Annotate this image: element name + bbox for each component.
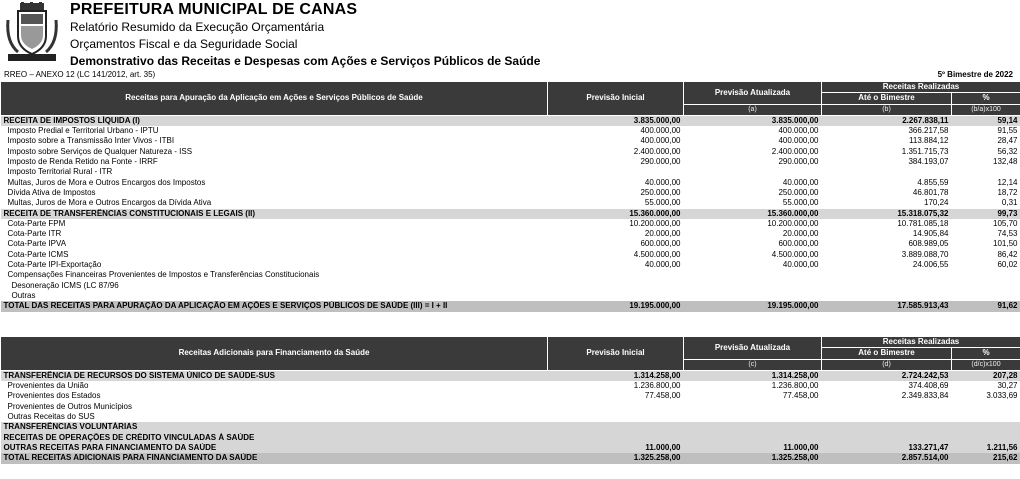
- realized-cell: 2.349.833,84: [901, 391, 949, 401]
- initial-forecast-cell: 1.236.800,00: [633, 381, 681, 391]
- realized-cell: 3.889.088,70: [901, 249, 949, 259]
- row-label: Multas, Juros de Mora e Outros Encargos da Dívida Ativa: [7, 198, 212, 208]
- realized-cell: [822, 291, 952, 301]
- realized-cell: 24.006,55: [912, 260, 949, 270]
- initial-forecast-cell: [548, 412, 684, 422]
- realized-cell: 4.855,59: [917, 177, 949, 187]
- percent-cell: 132,48: [993, 157, 1018, 167]
- table-row: [1, 178, 1020, 188]
- row-label: Desoneração ICMS (LC 87/96: [11, 280, 119, 290]
- table-row: [1, 370, 1020, 381]
- initial-forecast-cell: 55.000,00: [644, 198, 681, 208]
- table-row: [1, 147, 1020, 157]
- col-updated-forecast-header: Previsão Atualizada: [684, 82, 822, 105]
- initial-forecast-cell: 10.200.000,00: [629, 218, 681, 228]
- row-label: TOTAL DAS RECEITAS PARA APURAÇÃO DA APLICAÇÃO EM AÇÕES E SERVIÇOS PÚBLICOS DE SAÚDE (III) = I + II: [1, 301, 548, 311]
- table-row: [1, 126, 1020, 136]
- table-row: [1, 391, 1020, 401]
- table-row: [1, 239, 1020, 249]
- col-note-b: (b): [822, 104, 952, 115]
- row-label: Cota-Parte ITR: [7, 229, 62, 239]
- health-revenue-table: [0, 81, 1020, 312]
- updated-forecast-cell: 1.325.258,00: [684, 453, 822, 463]
- realized-cell: 46.801,78: [912, 187, 949, 197]
- row-label: RECEITAS DE OPERAÇÕES DE CRÉDITO VINCULADAS À SAÚDE: [1, 433, 548, 443]
- table-row: [1, 433, 1020, 443]
- percent-cell: 99,73: [952, 209, 1020, 219]
- initial-forecast-cell: 15.360.000,00: [548, 209, 684, 219]
- row-label: Provenientes da União: [7, 381, 89, 391]
- updated-forecast-cell: 55.000,00: [782, 198, 819, 208]
- table-row: [1, 188, 1020, 198]
- col-description-header: Receitas Adicionais para Financiamento da Saúde: [1, 337, 548, 371]
- col-description-header: Receitas para Apuração da Aplicação em Ações e Serviços Públicos de Saúde: [1, 82, 548, 116]
- col-until-bimester-header: Até o Bimestre: [822, 348, 952, 359]
- col-note-dc: (d/c)x100: [952, 359, 1020, 370]
- updated-forecast-cell: 11.000,00: [684, 443, 822, 453]
- statement-title: Demonstrativo das Receitas e Despesas com Ações e Serviços Públicos de Saúde: [70, 54, 541, 68]
- initial-forecast-cell: 600.000,00: [640, 239, 681, 249]
- updated-forecast-cell: [684, 270, 822, 280]
- initial-forecast-cell: [548, 402, 684, 412]
- table-row: [1, 381, 1020, 391]
- col-initial-forecast-header: Previsão Inicial: [548, 337, 684, 371]
- col-note-ba: (b/a)x100: [952, 104, 1020, 115]
- table-row: [1, 422, 1020, 432]
- updated-forecast-cell: 20.000,00: [782, 229, 819, 239]
- initial-forecast-cell: 400.000,00: [640, 126, 681, 136]
- percent-cell: 74,53: [997, 229, 1018, 239]
- realized-cell: 17.585.913,43: [822, 301, 952, 311]
- percent-cell: 91,62: [952, 301, 1020, 311]
- table-row: [1, 198, 1020, 208]
- budget-scope: Orçamentos Fiscal e da Seguridade Social: [70, 37, 298, 51]
- table-row: [1, 115, 1020, 126]
- col-realized-header: Receitas Realizadas: [822, 82, 1020, 93]
- col-until-bimester-header: Até o Bimestre: [822, 93, 952, 104]
- percent-cell: [952, 167, 1020, 177]
- row-label: TOTAL RECEITAS ADICIONAIS PARA FINANCIAMENTO DA SAÚDE: [1, 453, 548, 463]
- percent-cell: 30,27: [997, 381, 1018, 391]
- table-row: [1, 412, 1020, 422]
- percent-cell: 101,50: [993, 239, 1018, 249]
- row-label: Provenientes de Outros Municípios: [7, 401, 133, 411]
- initial-forecast-cell: 3.835.000,00: [548, 115, 684, 126]
- initial-forecast-cell: 19.195.000,00: [548, 301, 684, 311]
- row-label: Cota-Parte IPVA: [7, 239, 67, 249]
- realized-cell: 1.351.715,73: [901, 146, 949, 156]
- col-note-d: (d): [822, 359, 952, 370]
- table-row: [1, 167, 1020, 177]
- initial-forecast-cell: 40.000,00: [644, 177, 681, 187]
- table-row: [1, 157, 1020, 167]
- report-header: [70, 0, 540, 69]
- table-row: [1, 301, 1020, 311]
- initial-forecast-cell: 250.000,00: [640, 187, 681, 197]
- municipal-coat-of-arms-icon: [4, 2, 60, 62]
- percent-cell: 12,14: [997, 177, 1018, 187]
- percent-cell: 56,32: [997, 146, 1018, 156]
- percent-cell: [952, 412, 1020, 422]
- table-row: [1, 281, 1020, 291]
- row-label: Dívida Ativa de Impostos: [7, 187, 96, 197]
- table-row: [1, 229, 1020, 239]
- col-initial-forecast-header: Previsão Inicial: [548, 82, 684, 116]
- initial-forecast-cell: 20.000,00: [644, 229, 681, 239]
- percent-cell: 215,62: [952, 453, 1020, 463]
- row-label: Cota-Parte ICMS: [7, 249, 69, 259]
- percent-cell: [952, 422, 1020, 432]
- table-row: [1, 291, 1020, 301]
- annex-reference: RREO – ANEXO 12 (LC 141/2012, art. 35): [4, 70, 156, 79]
- percent-cell: 18,72: [997, 187, 1018, 197]
- initial-forecast-cell: 290.000,00: [640, 157, 681, 167]
- realized-cell: 608.989,05: [908, 239, 949, 249]
- percent-cell: 86,42: [997, 249, 1018, 259]
- table-row: [1, 402, 1020, 412]
- row-label: RECEITA DE TRANSFERÊNCIAS CONSTITUCIONAIS E LEGAIS (II): [1, 209, 548, 219]
- realized-cell: [822, 422, 952, 432]
- table-row: [1, 250, 1020, 260]
- initial-forecast-cell: 77.458,00: [644, 391, 681, 401]
- realized-cell: 133.271,47: [822, 443, 952, 453]
- row-label: Imposto Territorial Rural - ITR: [7, 167, 113, 177]
- updated-forecast-cell: 400.000,00: [778, 126, 819, 136]
- initial-forecast-cell: 1.314.258,00: [548, 370, 684, 381]
- col-updated-forecast-header: Previsão Atualizada: [684, 337, 822, 360]
- realized-cell: 14.905,84: [912, 229, 949, 239]
- row-label: Imposto de Renda Retido na Fonte - IRRF: [7, 157, 158, 167]
- additional-health-revenue-table: [0, 336, 1020, 464]
- updated-forecast-cell: [684, 433, 822, 443]
- updated-forecast-cell: 3.835.000,00: [684, 115, 822, 126]
- percent-cell: 1.211,56: [952, 443, 1020, 453]
- realized-cell: 374.408,69: [908, 381, 949, 391]
- table-row: [1, 270, 1020, 280]
- updated-forecast-cell: [684, 412, 822, 422]
- col-percent-header: %: [952, 348, 1020, 359]
- updated-forecast-cell: 600.000,00: [778, 239, 819, 249]
- realized-cell: 10.781.085,18: [897, 218, 949, 228]
- realized-cell: 113.884,12: [909, 136, 949, 146]
- percent-cell: [952, 270, 1020, 280]
- percent-cell: [952, 402, 1020, 412]
- percent-cell: [952, 281, 1020, 291]
- col-note-c: (c): [684, 359, 822, 370]
- initial-forecast-cell: [548, 281, 684, 291]
- realized-cell: [822, 433, 952, 443]
- report-name: Relatório Resumido da Execução Orçamentária: [70, 20, 325, 34]
- row-label: TRANSFERÊNCIAS VOLUNTÁRIAS: [1, 422, 548, 432]
- initial-forecast-cell: [548, 422, 684, 432]
- updated-forecast-cell: 10.200.000,00: [767, 218, 819, 228]
- updated-forecast-cell: [684, 167, 822, 177]
- table-row: [1, 453, 1020, 463]
- percent-cell: 28,47: [997, 136, 1018, 146]
- municipality-title: PREFEITURA MUNICIPAL DE CANAS: [70, 1, 358, 18]
- col-note-a: (a): [684, 104, 822, 115]
- updated-forecast-cell: [684, 402, 822, 412]
- row-label: Imposto sobre a Transmissão Inter Vivos - ITBI: [7, 136, 175, 146]
- updated-forecast-cell: 40.000,00: [782, 177, 819, 187]
- initial-forecast-cell: 4.500.000,00: [633, 249, 681, 259]
- updated-forecast-cell: 40.000,00: [782, 260, 819, 270]
- row-label: Provenientes dos Estados: [7, 391, 101, 401]
- updated-forecast-cell: 2.400.000,00: [771, 146, 819, 156]
- updated-forecast-cell: 250.000,00: [778, 187, 819, 197]
- initial-forecast-cell: 1.325.258,00: [548, 453, 684, 463]
- updated-forecast-cell: 1.236.800,00: [771, 381, 819, 391]
- table-row: [1, 443, 1020, 453]
- realized-cell: 384.193,07: [908, 157, 949, 167]
- percent-cell: 60,02: [997, 260, 1018, 270]
- realized-cell: [822, 167, 952, 177]
- percent-cell: [952, 291, 1020, 301]
- table-row: [1, 260, 1020, 270]
- updated-forecast-cell: [684, 281, 822, 291]
- updated-forecast-cell: 19.195.000,00: [684, 301, 822, 311]
- col-realized-header: Receitas Realizadas: [822, 337, 1020, 348]
- realized-cell: [822, 281, 952, 291]
- table-row: [1, 209, 1020, 219]
- row-label: Imposto Predial e Territorial Urbano - IPTU: [7, 126, 159, 136]
- updated-forecast-cell: 15.360.000,00: [684, 209, 822, 219]
- initial-forecast-cell: [548, 167, 684, 177]
- realized-cell: [822, 402, 952, 412]
- realized-cell: [822, 270, 952, 280]
- updated-forecast-cell: [684, 422, 822, 432]
- percent-cell: [952, 433, 1020, 443]
- realized-cell: 15.318.075,32: [822, 209, 952, 219]
- updated-forecast-cell: 1.314.258,00: [684, 370, 822, 381]
- updated-forecast-cell: 290.000,00: [778, 157, 819, 167]
- row-label: Outras: [11, 290, 36, 300]
- row-label: Cota-Parte IPI-Exportação: [7, 260, 102, 270]
- percent-cell: 3.033,69: [986, 391, 1018, 401]
- updated-forecast-cell: 77.458,00: [782, 391, 819, 401]
- row-label: Outras Receitas do SUS: [7, 412, 95, 422]
- updated-forecast-cell: [684, 291, 822, 301]
- initial-forecast-cell: 11.000,00: [548, 443, 684, 453]
- realized-cell: 366.217,58: [908, 126, 949, 136]
- row-label: Multas, Juros de Mora e Outros Encargos dos Impostos: [7, 177, 206, 187]
- row-label: Compensações Financeiras Provenientes de Impostos e Transferências Constitucionais: [7, 270, 320, 280]
- initial-forecast-cell: 2.400.000,00: [633, 146, 681, 156]
- row-label: RECEITA DE IMPOSTOS LÍQUIDA (I): [1, 115, 548, 126]
- initial-forecast-cell: 400.000,00: [640, 136, 681, 146]
- table-row: [1, 136, 1020, 146]
- period-label: 5º Bimestre de 2022: [937, 70, 1013, 79]
- initial-forecast-cell: [548, 433, 684, 443]
- percent-cell: 207,28: [952, 370, 1020, 381]
- initial-forecast-cell: 40.000,00: [644, 260, 681, 270]
- row-label: Cota-Parte FPM: [7, 218, 66, 228]
- row-label: OUTRAS RECEITAS PARA FINANCIAMENTO DA SAÚDE: [1, 443, 548, 453]
- realized-cell: 2.857.514,00: [822, 453, 952, 463]
- percent-cell: 105,70: [993, 218, 1018, 228]
- table-row: [1, 219, 1020, 229]
- initial-forecast-cell: [548, 291, 684, 301]
- initial-forecast-cell: [548, 270, 684, 280]
- percent-cell: 59,14: [952, 115, 1020, 126]
- realized-cell: 170,24: [924, 198, 949, 208]
- row-label: Imposto sobre Serviços de Qualquer Natureza - ISS: [7, 146, 193, 156]
- updated-forecast-cell: 4.500.000,00: [771, 249, 819, 259]
- updated-forecast-cell: 400.000,00: [778, 136, 819, 146]
- col-percent-header: %: [952, 93, 1020, 104]
- percent-cell: 91,55: [997, 126, 1018, 136]
- percent-cell: 0,31: [1001, 198, 1018, 208]
- realized-cell: 2.724.242,53: [822, 370, 952, 381]
- row-label: TRANSFERÊNCIA DE RECURSOS DO SISTEMA ÚNICO DE SAÚDE-SUS: [1, 370, 548, 381]
- realized-cell: 2.267.838,11: [822, 115, 952, 126]
- realized-cell: [822, 412, 952, 422]
